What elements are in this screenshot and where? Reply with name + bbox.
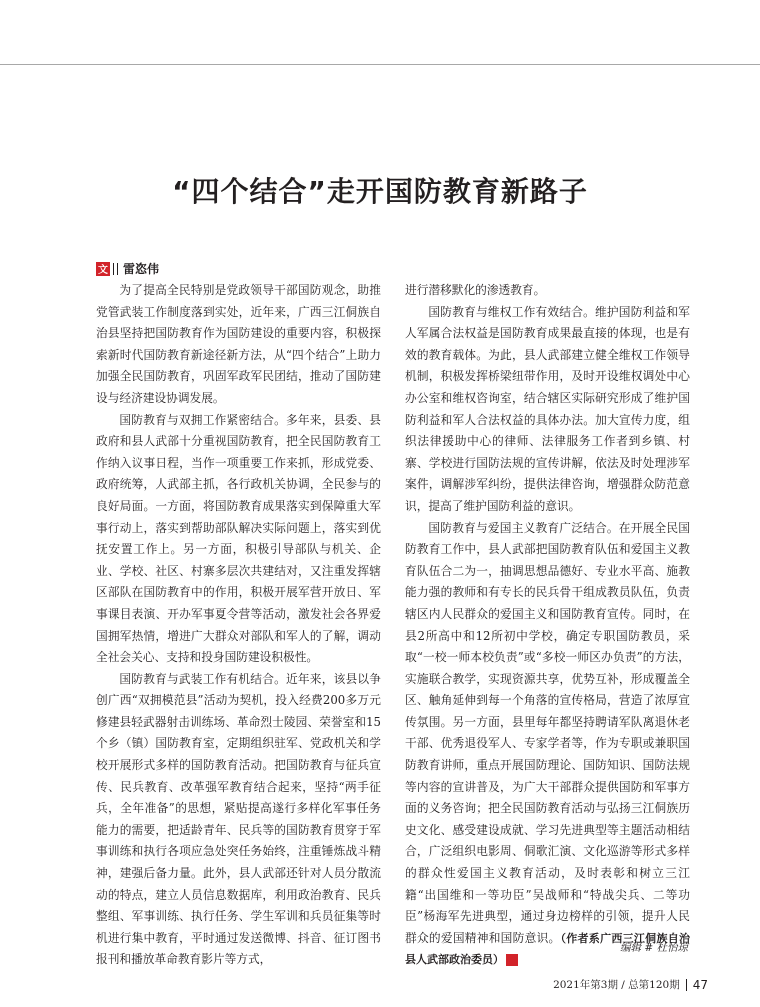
- author-signature: （作者系广西三江侗族自治县人武部政治委员）: [405, 931, 690, 967]
- editor-credit: 编辑 # 杜怡琼: [620, 942, 688, 954]
- right-column: [405, 280, 690, 971]
- page-footer: [553, 977, 708, 992]
- issue-info: 2021年第3期 / 总第120期: [553, 979, 680, 991]
- paragraph-armed-work: 国防教育与武装工作有机结合。近年来，该县以争创广西“双拥模范县”活动为契机，投入经费200多万元修建县轻武器射击训练场、革命烈士陵园、荣誉室和15个乡（镇）国防教育室，定期组织驻军、党政机关和学校开展形式多样的国防教育活动。把国防教育与征兵宣传、民兵教育、改革强军教育结合起来，坚持“两手征兵，全年准备”的思想，紧贴提高遂行多样化军事任务能力的需要，把适龄青年、民兵等的国防教育贯穿于军事训练和执行各项应急处突任务始终，注重锤炼战斗精神，建强后备力量。此外，县人武部还针对人员分散流动的特点，建立人员信息数据库，利用政治教育、民兵整组、军事训练、执行任务、学生军训和兵员征集等时机进行集中教育，平时通过发送微博、抖音、征订图书报刊和播放革命教育影片等方式，: [96, 671, 381, 967]
- page-number: 47: [692, 977, 708, 992]
- end-mark-icon: G: [506, 954, 518, 966]
- paragraph-rights-protection: 国防教育与维权工作有效结合。维护国防利益和军人军属合法权益是国防教育成果最直接的体现，也是有效的教育载体。为此，县人武部建立健全维权工作领导机制，积极发挥桥梁纽带作用，及时开设维权调处中心办公室和维权咨询室，结合辖区实际研究形成了维护国防利益和军人合法权益的具体办法。加大宣传力度，组织法律援助中心的律师、法律服务工作者到乡镇、村寨、学校进行国防法规的宣传讲解，依法及时处理涉军案件，调解涉军纠纷，提供法律咨询，增强群众防范意识，提高了维护国防利益的意识。: [405, 304, 690, 513]
- left-column: [96, 280, 381, 971]
- byline-badge: 文: [96, 262, 110, 276]
- paragraph-patriotism: [405, 518, 690, 971]
- paragraph-patriotism-text: 国防教育与爱国主义教育广泛结合。在开展全民国防教育工作中，县人武部把国防教育队伍和爱国主义教育队伍合二为一，抽调思想品德好、专业水平高、施教能力强的教师和有专长的民兵骨干组成教员队伍，负责辖区内人民群众的爱国主义和国防教育宣传。同时，在县2所高中和12所初中学校，确定专职国防教员，采取“一校一师本校负责”或“多校一师区办负责”的方法，实施联合教学，实现资源共享，优势互补，形成覆盖全区、触角延伸到每一个角落的宣传格局，营造了浓厚宣传氛围。另一方面，县里每年都坚持聘请军队离退休老干部、优秀退役军人、专家学者等，作为专职或兼职国防教育讲师，重点开展国防理论、国防知识、国防法规等内容的宣讲普及，为广大干部群众提供国防和军事方面的义务咨询；把全民国防教育活动与弘扬三江侗族历史文化、感受建设成就、学习先进典型等主题活动相结合，广泛组织电影周、侗歌汇演、文化巡游等形式多样的群众性爱国主义教育活动，及时表彰和树立三江籍“出国维和一等功臣”吴战师和“特战尖兵、二等功臣”杨海军先进典型，通过身边榜样的引领，提升人民群众的爱国精神和国防意识。: [405, 520, 690, 945]
- author-name: 雷恣伟: [123, 262, 160, 276]
- byline: [96, 261, 159, 276]
- paragraph-double-support: 国防教育与双拥工作紧密结合。多年来，县委、县政府和县人武部十分重视国防教育，把全民国防教育工作纳入议事日程，当作一项重要工作来抓，形成党委、政府统筹，人武部主抓，各行政机关协调，全民参与的良好局面。一方面，将国防教育成果落实到保障重大军事行动上，落实到帮助部队解决实际问题上，落实到优抚安置工作上。另一方面，积极引导部队与机关、企业、学校、社区、村寨多层次共建结对，又注重发挥辖区部队在国防教育中的作用，积极开展军营开放日、军事课目表演、开办军事夏令营等活动，激发社会各界爱国拥军热情，增进广大群众对部队和军人的了解，调动全社会关心、支持和投身国防建设积极性。: [96, 412, 381, 665]
- byline-divider: [113, 263, 118, 275]
- article-title: “四个结合”走开国防教育新路子: [172, 175, 588, 208]
- header-rule: [0, 64, 760, 65]
- paragraph-intro: 为了提高全民特别是党政领导干部国防观念，助推党管武装工作制度落到实处，近年来，广西三江侗族自治县坚持把国防教育作为国防建设的重要内容，积极探索新时代国防教育新途径新方法，从“四个结合”上助力加强全民国防教育，巩固军政军民团结，推动了国防建设与经济建设协调发展。: [96, 283, 381, 405]
- footer-divider: [686, 979, 687, 991]
- paragraph-continuation: 进行潜移默化的渗透教育。: [405, 283, 546, 297]
